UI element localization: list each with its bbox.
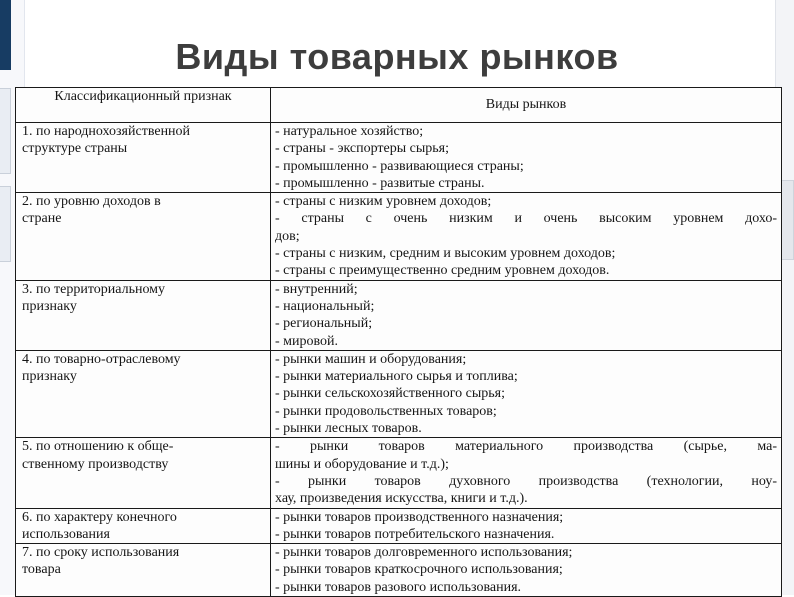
table-row — [16, 280, 782, 350]
kind-line: - внутренний; — [275, 281, 358, 297]
kind-line: хау, произведения искусства, книги и т.д.). — [275, 491, 528, 507]
criterion-line: товара — [22, 562, 61, 578]
kinds-cell — [271, 544, 782, 597]
market-types-table — [15, 87, 782, 597]
kind-line: - промышленно - развивающиеся страны; — [275, 158, 524, 174]
kind-line: - промышленно - развитые страны. — [275, 175, 485, 191]
kind-line: - рынки продовольственных товаров; — [275, 403, 497, 419]
kind-line: - рынки товаров долговременного использования; — [275, 545, 573, 561]
kind-line: - страны с очень низким и очень высоким уровнем дохо- — [275, 211, 777, 227]
slide-title: Виды товарных рынков — [175, 36, 619, 77]
table-row — [16, 508, 782, 544]
decor-bar — [0, 186, 11, 262]
criterion-line: 4. по товарно-отраслевому — [22, 351, 181, 367]
kind-line: - рынки машин и оборудования; — [275, 351, 467, 367]
criterion-line: 2. по уровню доходов в — [22, 194, 161, 210]
kind-line: - страны с преимущественно средним уровнем доходов. — [275, 263, 610, 279]
kinds-cell — [271, 508, 782, 544]
kind-line: - рынки сельскохозяйственного сырья; — [275, 386, 505, 402]
kind-line: дов; — [275, 228, 300, 244]
kind-line: - рынки товаров разового использования. — [275, 579, 522, 595]
kind-line: шины и оборудование и т.д.); — [275, 456, 449, 472]
kinds-cell — [271, 193, 782, 280]
criterion-line: 6. по характеру конечного — [22, 509, 177, 525]
kinds-cell — [271, 123, 782, 193]
kinds-cell — [271, 280, 782, 350]
kind-line: - рынки товаров краткосрочного использования; — [275, 562, 563, 578]
kind-line: - страны с низким, средним и высоким уровнем доходов; — [275, 246, 616, 262]
decor-bar — [0, 88, 11, 174]
kind-line: - рынки товаров потребительского назначения. — [275, 526, 555, 542]
kinds-cell — [271, 350, 782, 437]
criterion-line: 7. по сроку использования — [22, 545, 180, 561]
kind-line: - рынки материального сырья и топлива; — [275, 369, 518, 385]
kind-line: - страны - экспортеры сырья; — [275, 141, 449, 157]
kind-line: - рынки товаров материального производства (сырье, ма- — [275, 439, 777, 455]
table-row — [16, 350, 782, 437]
criterion-cell — [16, 193, 271, 280]
criterion-line: признаку — [22, 369, 77, 385]
criterion-line: использования — [22, 526, 110, 542]
criterion-line: стране — [22, 211, 62, 227]
kind-line: - рынки лесных товаров. — [275, 421, 422, 437]
kind-line: - национальный; — [275, 298, 375, 314]
table-header-row — [16, 88, 782, 123]
header-kinds — [271, 88, 782, 123]
kinds-cell — [271, 438, 782, 508]
criterion-line: 5. по отношению к обще- — [22, 439, 174, 455]
kind-line: - страны с низким уровнем доходов; — [275, 194, 492, 210]
kind-line: - рынки товаров духовного производства (технологии, ноу- — [275, 473, 777, 489]
criterion-line: 3. по территориальному — [22, 281, 166, 297]
criterion-cell — [16, 438, 271, 508]
header-criterion — [16, 88, 271, 123]
table-row — [16, 193, 782, 280]
kind-line: - рынки товаров производственного назначения; — [275, 509, 564, 525]
kind-line: - мировой. — [275, 333, 339, 349]
criterion-cell — [16, 544, 271, 597]
kind-line: - региональный; — [275, 316, 373, 332]
criterion-line: структуре страны — [22, 141, 128, 157]
criterion-cell — [16, 508, 271, 544]
header-criterion-label: Классификационный признак — [54, 89, 232, 104]
decor-bar — [780, 180, 794, 260]
criterion-cell — [16, 280, 271, 350]
table-row — [16, 438, 782, 508]
table-row — [16, 123, 782, 193]
criterion-cell — [16, 123, 271, 193]
criterion-line: 1. по народнохозяйственной — [22, 124, 191, 139]
criterion-cell — [16, 350, 271, 437]
table-row — [16, 544, 782, 597]
criterion-line: признаку — [22, 298, 77, 314]
header-kinds-label: Виды рынков — [485, 97, 567, 113]
criterion-line: ственному производству — [22, 456, 169, 472]
kind-line: - натуральное хозяйство; — [275, 124, 424, 139]
